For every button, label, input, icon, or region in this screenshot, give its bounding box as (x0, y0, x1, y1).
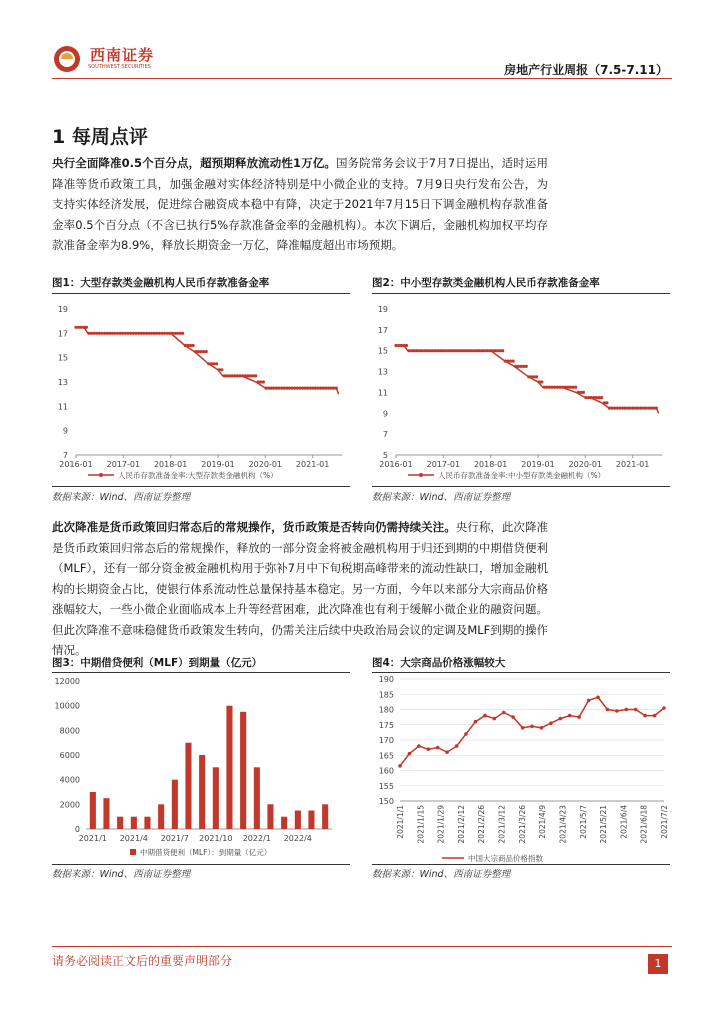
x-tick-label: 2021/4 (119, 834, 148, 843)
series-point (577, 715, 581, 719)
series-line (396, 346, 659, 414)
legend-marker (419, 473, 423, 477)
bar (240, 712, 246, 829)
series-point (606, 708, 610, 712)
x-tick-label: 2019-01 (201, 460, 235, 469)
x-tick-label: 2019-01 (521, 460, 555, 469)
bar (281, 817, 287, 829)
bar (90, 792, 96, 829)
figure-4-source: 数据来源：Wind、西南证券整理 (372, 869, 511, 880)
series-point (427, 747, 431, 751)
series-point (408, 752, 412, 756)
series-point (464, 732, 468, 736)
series-point (262, 380, 265, 383)
series-point (512, 360, 515, 363)
series-point (521, 726, 525, 730)
y-tick-label: 4000 (59, 775, 80, 785)
x-tick-label: 2021/4/23 (558, 805, 568, 844)
y-tick-label: 19 (57, 305, 68, 314)
bar (213, 767, 219, 829)
series-point (574, 386, 577, 389)
x-tick-label: 2022/1 (242, 834, 271, 843)
x-tick-label: 2022/4 (283, 834, 312, 843)
x-tick-label: 2017-01 (106, 460, 141, 469)
logo-en: SOUTHWEST SECURITIES (88, 64, 151, 70)
bar (144, 817, 150, 829)
series-point (596, 696, 600, 700)
bar (103, 798, 109, 829)
series-point (662, 706, 666, 710)
series-point (455, 744, 459, 748)
x-tick-label: 2021/3/26 (517, 805, 527, 844)
figure-4-bottom-rule (372, 864, 670, 865)
figure-1-bottom-rule (52, 486, 350, 487)
y-tick-label: 8000 (59, 726, 80, 736)
y-tick-label: 2000 (59, 800, 80, 810)
paragraph-1-lead: 央行全面降准0.5个百分点，超预期释放流动性1万亿。 (52, 156, 336, 170)
series-point (220, 368, 223, 371)
y-tick-label: 11 (57, 402, 68, 412)
series-point (445, 750, 449, 754)
y-tick-label: 15 (377, 346, 388, 356)
figure-3-title: 图3：中期借贷便利（MLF）到期量（亿元） (52, 657, 263, 669)
series-point (615, 709, 619, 713)
figure-3-top-rule (52, 672, 350, 673)
x-tick-label: 2021/5/7 (578, 805, 588, 839)
y-tick-label: 190 (378, 675, 394, 684)
x-tick-label: 2021/1/1 (396, 805, 405, 839)
series-point (605, 401, 608, 404)
series-point (335, 387, 338, 390)
figure-4-chart (372, 675, 670, 863)
series-point (600, 396, 603, 399)
series-point (85, 326, 88, 329)
figure-2-chart (372, 297, 670, 485)
figure-1-chart (52, 297, 350, 485)
y-tick-label: 19 (377, 305, 388, 314)
x-tick-label: 2021-01 (615, 460, 650, 469)
series-point (582, 391, 585, 394)
series-point (474, 720, 478, 724)
figure-2-bottom-rule (372, 486, 670, 487)
figure-3-source: 数据来源：Wind、西南证券整理 (52, 869, 191, 880)
paragraph-1 (52, 153, 548, 256)
series-point (205, 350, 208, 353)
x-tick-label: 2018-01 (473, 460, 508, 469)
x-tick-label: 2021/1/15 (416, 805, 426, 844)
series-point (192, 344, 195, 347)
x-tick-label: 2020-01 (568, 460, 603, 469)
bar (158, 804, 164, 829)
x-tick-label: 2016-01 (379, 460, 413, 469)
series-point (625, 708, 629, 712)
bar (185, 743, 191, 829)
y-tick-label: 15 (57, 353, 68, 363)
x-tick-label: 2021/1/29 (436, 805, 446, 844)
section-title: 1 每周点评 (52, 126, 148, 148)
y-tick-label: 11 (377, 388, 388, 398)
y-tick-label: 9 (62, 426, 68, 436)
series-point (643, 714, 647, 718)
y-tick-label: 12000 (54, 677, 80, 686)
series-line (400, 697, 664, 766)
x-tick-label: 2020-01 (248, 460, 283, 469)
figure-2-source: 数据来源：Wind、西南证券整理 (372, 492, 511, 503)
paragraph-2-body: 央行称，此次降准是货币政策回归常态后的常规操作，释放的一部分资金将被金融机构用于归还到期的中期借贷便利（MLF），还有一部分资金被金融机构用于弥补7月中下旬税期高峰带来的流动性缺口，增加金融机构的长期资金占比，使银行体系流动性总量保持基本稳定。另一方面，今年以来部分大宗商品价格涨幅较大，一些小微企业面临成本上升等经营困难，此次降准也有利于缓解小微企业的融资问题。但此次降准不意味稳健货币政策发生转向，仍需关注后续中央政治局会议的定调及MLF到期的操作情况。 (52, 520, 549, 657)
series-point (559, 717, 563, 721)
figure-4-top-rule (372, 672, 670, 673)
brand-logo (52, 42, 155, 76)
x-tick-label: 2021/1 (78, 834, 107, 843)
y-tick-label: 7 (382, 430, 388, 440)
series-point (501, 349, 504, 352)
x-tick-label: 2021-01 (295, 460, 330, 469)
y-tick-label: 6000 (59, 751, 80, 760)
y-tick-label: 150 (378, 797, 394, 806)
paragraph-2-lead: 此次降准是货币政策回归常态后的常规操作，货币政策是否转向仍需持续关注。 (52, 520, 456, 534)
y-tick-label: 180 (378, 705, 394, 715)
x-tick-label: 2021/5/21 (599, 805, 609, 844)
bar (131, 817, 137, 829)
bar (267, 804, 273, 829)
series-point (254, 374, 257, 377)
figure-4-title: 图4：大宗商品价格涨幅较大 (372, 657, 506, 669)
x-tick-label: 2021/7/2 (660, 805, 669, 839)
series-point (398, 764, 402, 768)
figure-3-bottom-rule (52, 864, 350, 865)
y-tick-label: 155 (378, 781, 394, 791)
legend-label: 中国大宗商品价格指数 (468, 854, 543, 863)
figure-1-title: 图1：大型存款类金融机构人民币存款准备金率 (52, 277, 270, 289)
y-tick-label: 160 (378, 766, 394, 776)
series-point (634, 708, 638, 712)
bar (226, 706, 232, 829)
y-tick-label: 7 (62, 451, 68, 460)
x-tick-label: 2018-01 (153, 460, 188, 469)
bar (117, 817, 123, 829)
logo-emblem-icon (52, 44, 82, 74)
legend-marker (99, 473, 103, 477)
y-tick-label: 0 (74, 825, 80, 834)
bar (172, 780, 178, 829)
y-tick-label: 170 (378, 736, 394, 745)
x-tick-label: 2017-01 (426, 460, 461, 469)
series-point (417, 744, 421, 748)
figure-2-title: 图2：中小型存款类金融机构人民币存款准备金率 (372, 277, 600, 289)
page-number: 1 (648, 954, 668, 974)
footer-rule (52, 946, 672, 947)
bar (322, 804, 328, 829)
bar (308, 811, 314, 830)
series-point (405, 344, 408, 347)
x-tick-label: 2021/4/9 (538, 805, 548, 839)
x-tick-label: 2016-01 (59, 460, 93, 469)
series-point (540, 726, 544, 730)
x-tick-label: 2021/6/4 (619, 805, 629, 839)
series-point (549, 721, 553, 725)
series-line (76, 327, 339, 394)
series-point (540, 380, 543, 383)
y-tick-label: 10000 (54, 701, 80, 711)
figure-2-top-rule (372, 293, 670, 294)
series-point (525, 365, 528, 368)
legend-label: 中期借贷便利（MLF）：到期量（亿元） (140, 848, 272, 857)
y-tick-label: 175 (378, 720, 394, 730)
bar (199, 755, 205, 829)
figure-1-source: 数据来源：Wind、西南证券整理 (52, 492, 191, 503)
y-tick-label: 17 (377, 325, 388, 335)
header-rule (52, 78, 672, 79)
x-tick-label: 2021/7 (160, 834, 189, 843)
series-point (587, 699, 591, 703)
bar (295, 811, 301, 830)
series-point (535, 375, 538, 378)
y-tick-label: 9 (382, 409, 388, 419)
series-point (493, 717, 497, 721)
y-tick-label: 13 (57, 378, 68, 387)
figure-1-top-rule (52, 293, 350, 294)
x-tick-label: 2021/3/12 (497, 805, 507, 844)
series-point (502, 711, 506, 715)
x-tick-label: 2021/6/18 (639, 805, 649, 844)
y-tick-label: 17 (57, 329, 68, 339)
report-title: 房地产行业周报（7.5-7.11） (504, 63, 668, 77)
paragraph-1-body: 国务院常务会议于7月7日提出，适时运用降准等货币政策工具，加强金融对实体经济特别是中小微企业的支持。7月9日央行发布公告，为支持实体经济发展，促进综合融资成本稳中有降，决定于2021年7月15日下调金融机构存款准备金率0.5个百分点（不含已执行5%存款准备金率的金融机构）。本次下调后，金融机构加权平均存款准备金率为8.9%，释放长期资金一万亿，降准幅度超出市场预期。 (52, 156, 548, 252)
series-point (215, 362, 218, 365)
footer-disclaimer: 请务必阅读正文后的重要声明部分 (52, 954, 233, 968)
legend-marker (130, 849, 136, 855)
figure-3-chart (52, 675, 350, 863)
y-tick-label: 5 (382, 451, 388, 460)
series-point (655, 407, 658, 410)
logo-name: 西南证券 (90, 46, 155, 64)
y-tick-label: 13 (377, 367, 388, 377)
y-tick-label: 165 (378, 751, 394, 761)
x-tick-label: 2021/2/26 (477, 805, 487, 844)
series-point (181, 332, 184, 335)
series-point (511, 715, 515, 719)
series-point (568, 714, 572, 718)
series-point (436, 746, 440, 750)
x-tick-label: 2021/2/12 (456, 805, 466, 844)
series-point (483, 714, 487, 718)
series-point (530, 725, 534, 729)
legend-label: 人民币存款准备金率:大型存款类金融机构（%） (118, 471, 278, 480)
bar (254, 767, 260, 829)
paragraph-2 (52, 517, 548, 661)
x-tick-label: 2021/10 (199, 834, 233, 843)
series-point (653, 714, 657, 718)
legend-label: 人民币存款准备金率:中小型存款类金融机构（%） (438, 471, 606, 480)
y-tick-label: 185 (378, 690, 394, 700)
